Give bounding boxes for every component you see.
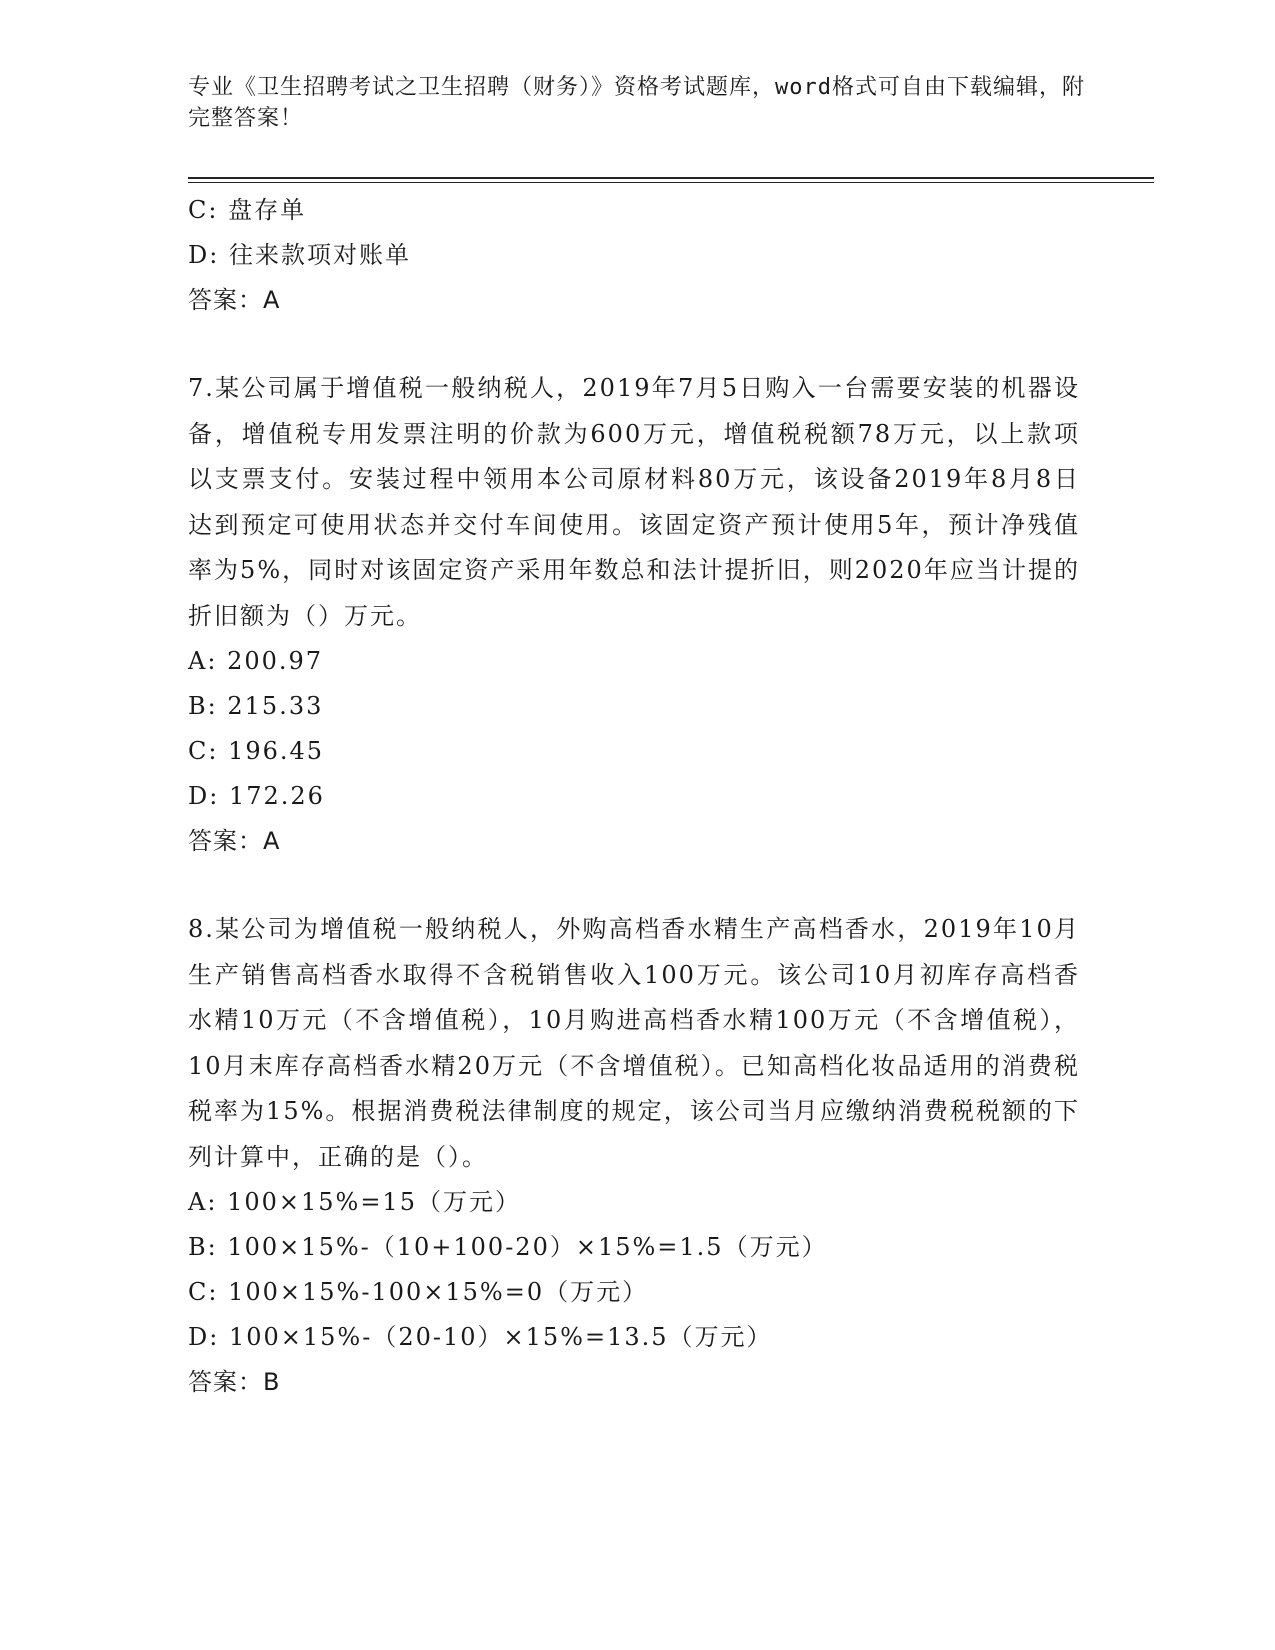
option-c (188, 1270, 1080, 1315)
answer-line: 答案：A (188, 827, 281, 855)
question-8 (188, 907, 1080, 1405)
option-b (188, 1225, 1080, 1270)
option-letter: B: (188, 692, 218, 720)
option-letter: C: (188, 737, 219, 765)
header-rule-thin (188, 182, 1154, 183)
answer-line: 答案：B (188, 1368, 281, 1396)
option-text: 100×15%-（10+100-20）×15%=1.5（万元） (227, 1233, 828, 1261)
option-text: 100×15%-100×15%=0（万元） (228, 1278, 649, 1306)
option-text: 盘存单 (228, 196, 307, 224)
option-text: 100×15%=15（万元） (227, 1188, 521, 1216)
option-letter: D: (188, 241, 220, 269)
option-a (188, 1180, 1080, 1225)
option-letter: A: (188, 647, 218, 675)
option-letter: A: (188, 1188, 218, 1216)
option-c (188, 729, 1080, 774)
document-header (188, 72, 1088, 134)
option-letter: B: (188, 1233, 218, 1261)
option-text: 往来款项对账单 (228, 241, 411, 269)
option-letter: D: (188, 1323, 220, 1351)
option-a (188, 639, 1080, 684)
option-letter: C: (188, 1278, 219, 1306)
question-text: 7.某公司属于增值税一般纳税人，2019年7月5日购入一台需要安装的机器设备，增值税专用发票注明的价款为600万元，增值税税额78万元，以上款项以支票支付。安装过程中领用本公司原材料80万元，该设备2019年8月8日达到预定可使用状态并交付车间使用。该固定资产预计使用5年，预计净残值率为5%，同时对该固定资产采用年数总和法计提折旧，则2020年应当计提的折旧额为（）万元。 (188, 374, 1080, 630)
option-d (188, 774, 1080, 819)
option-text: 172.26 (228, 782, 325, 810)
option-letter: D: (188, 782, 220, 810)
option-d (188, 1315, 1080, 1360)
prev-question-tail (188, 188, 1080, 323)
question-content (188, 188, 1080, 1405)
option-c (188, 188, 1080, 233)
option-text: 215.33 (227, 692, 324, 720)
option-text: 100×15%-（20-10）×15%=13.5（万元） (228, 1323, 773, 1351)
header-rule-thick (188, 177, 1154, 179)
answer-line: 答案：A (188, 286, 281, 314)
question-text: 8.某公司为增值税一般纳税人，外购高档香水精生产高档香水，2019年10月生产销售高档香水取得不含税销售收入100万元。该公司10月初库存高档香水精10万元（不含增值税），10月购进高档香水精100万元（不含增值税），10月末库存高档香水精20万元（不含增值税）。已知高档化妆品适用的消费税税率为15%。根据消费税法律制度的规定，该公司当月应缴纳消费税税额的下列计算中，正确的是（）。 (188, 915, 1080, 1171)
option-d (188, 233, 1080, 278)
option-text: 196.45 (228, 737, 325, 765)
option-text: 200.97 (227, 647, 324, 675)
option-b (188, 684, 1080, 729)
question-7 (188, 366, 1080, 864)
header-text: 专业《卫生招聘考试之卫生招聘（财务）》资格考试题库，word格式可自由下载编辑，附完整答案！ (188, 75, 1085, 131)
option-letter: C: (188, 196, 219, 224)
